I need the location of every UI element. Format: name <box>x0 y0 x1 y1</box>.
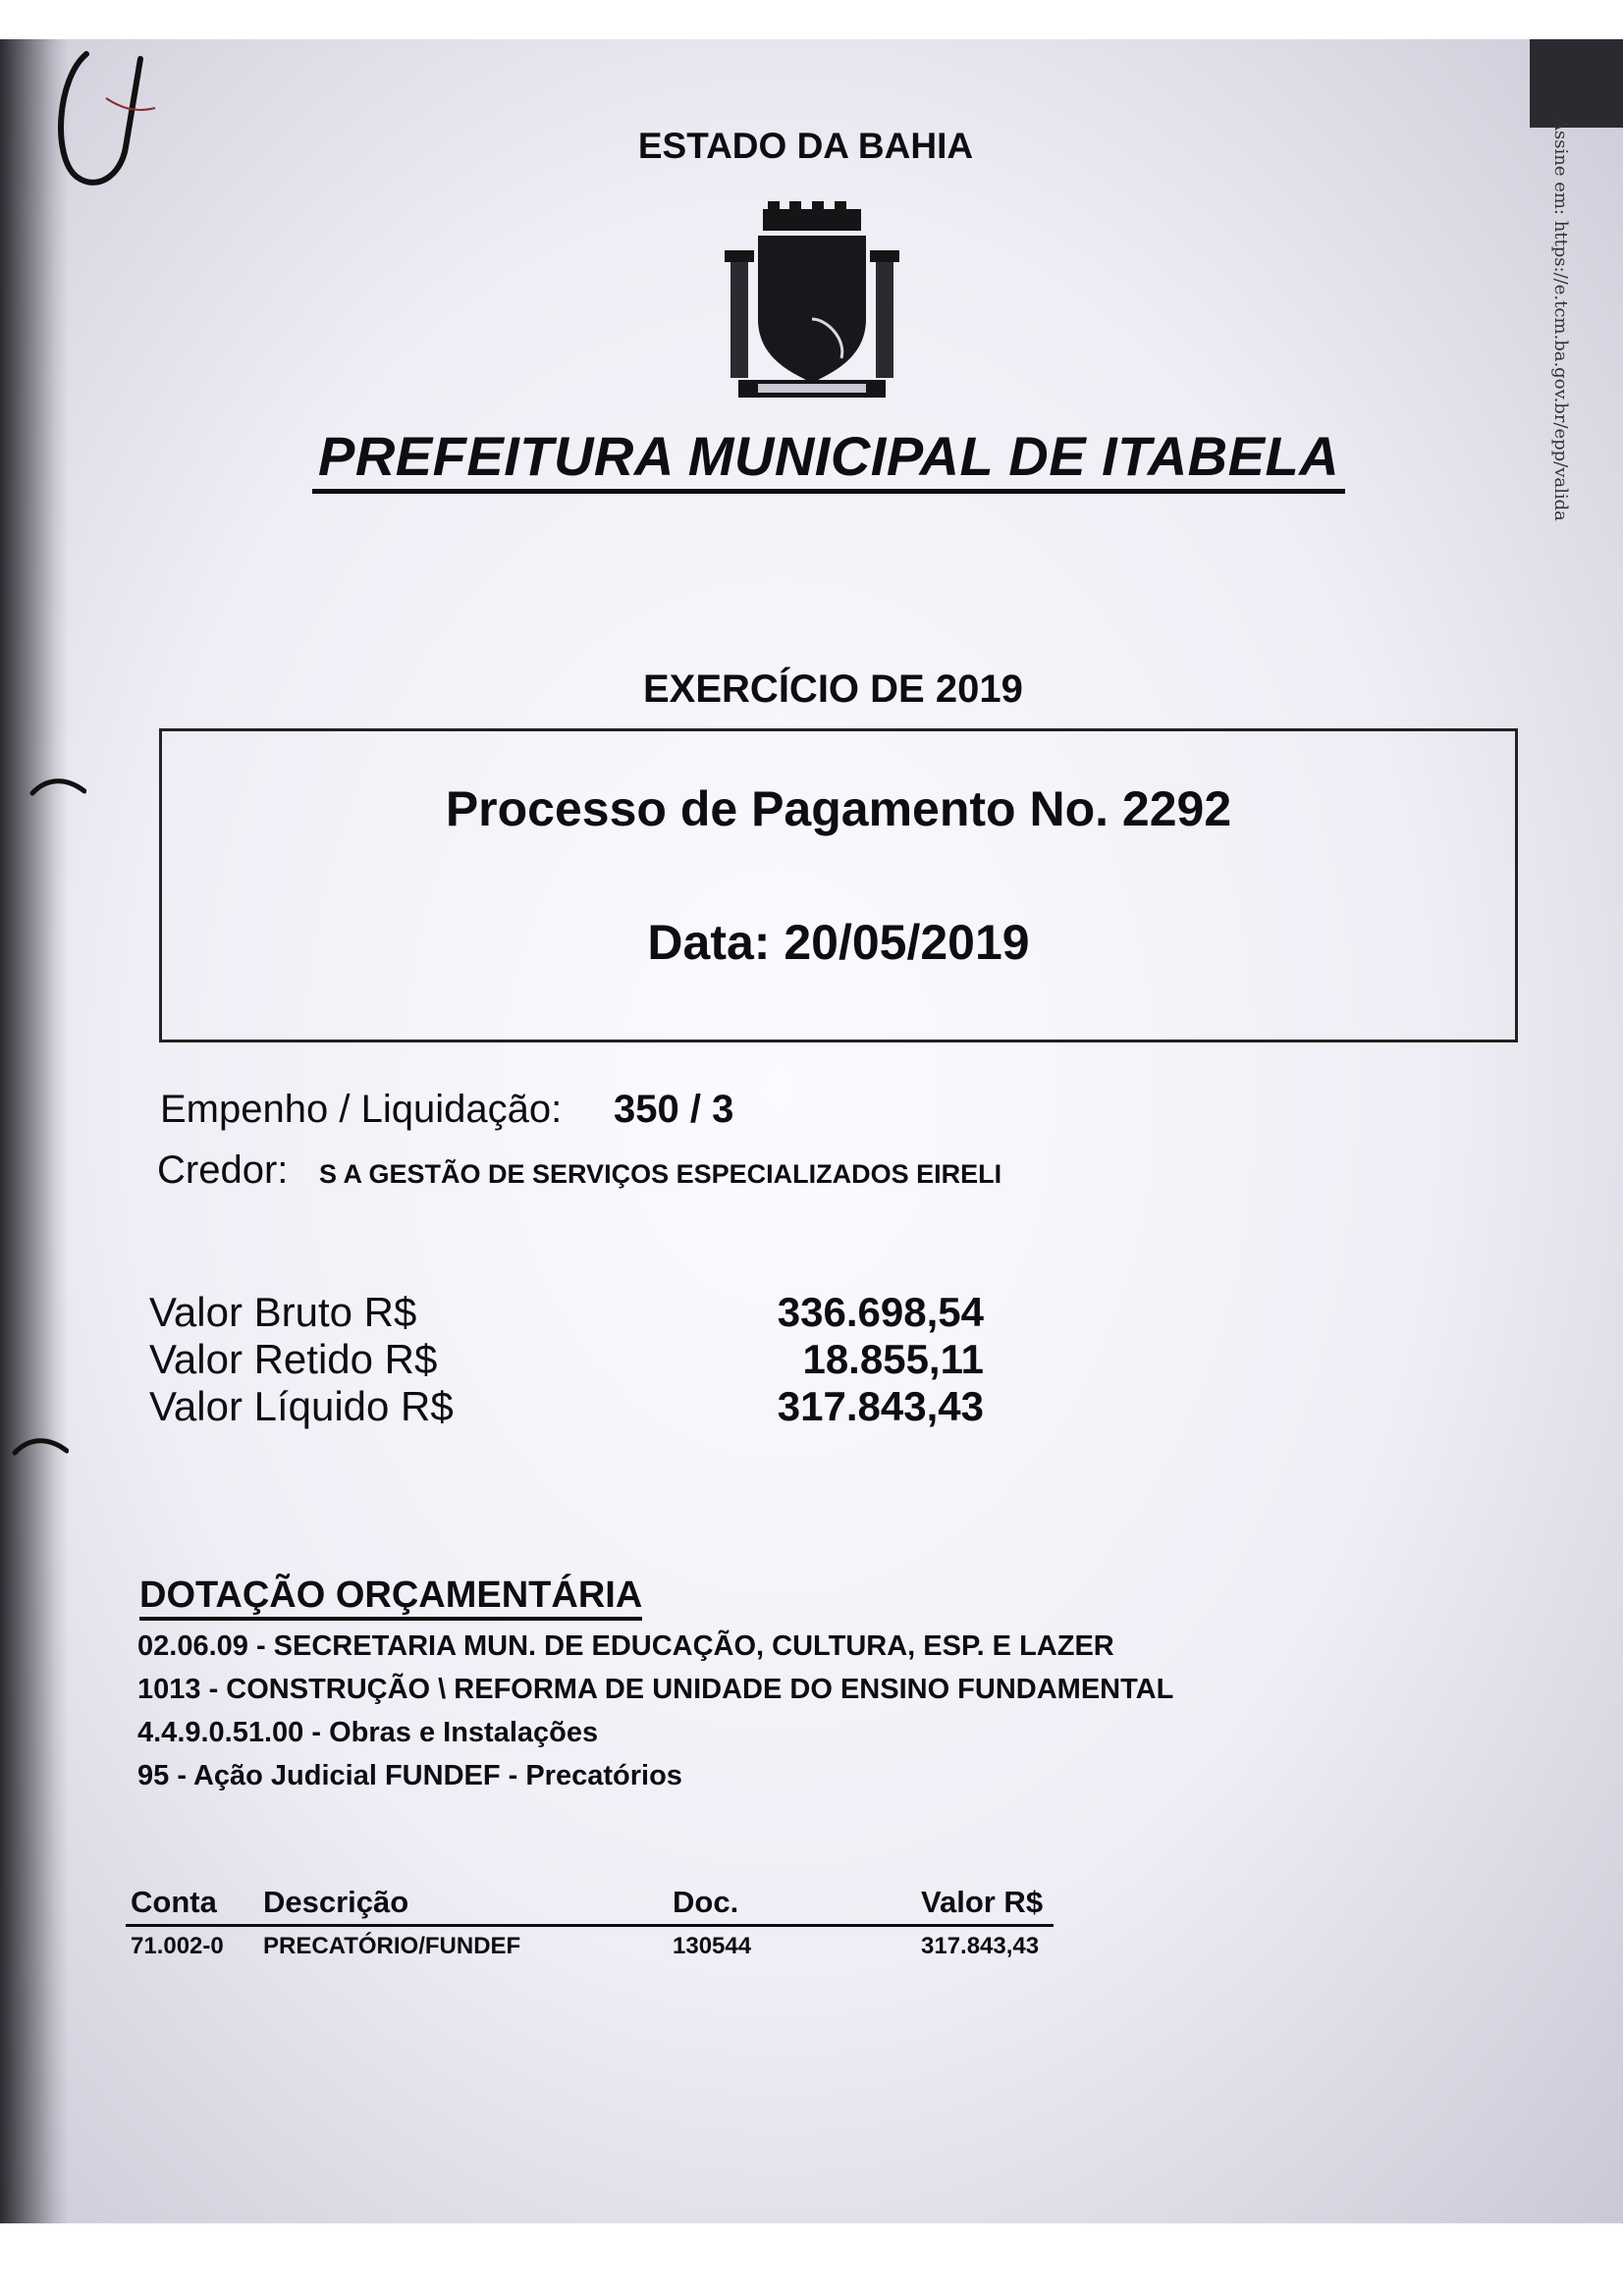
table-header <box>126 1875 1054 1927</box>
dotacao-line: 95 - Ação Judicial FUNDEF - Precatórios <box>137 1760 682 1791</box>
credor-value: S A GESTÃO DE SERVIÇOS ESPECIALIZADOS EIRELI <box>319 1159 1002 1189</box>
value-amount: 317.843,43 <box>777 1383 984 1429</box>
value-label: Valor Retido R$ <box>149 1336 438 1382</box>
process-box <box>159 728 1518 1042</box>
punch-hole-mark-top <box>27 775 86 797</box>
cell-doc: 130544 <box>673 1933 752 1959</box>
value-amount: 18.855,11 <box>802 1336 984 1382</box>
dotacao-lines <box>137 1625 1173 1797</box>
fiscal-year: EXERCÍCIO DE 2019 <box>643 667 1023 711</box>
dotacao-line: 02.06.09 - SECRETARIA MUN. DE EDUCAÇÃO, CULTURA, ESP. E LAZER <box>137 1630 1114 1662</box>
paper-clip-icon <box>47 39 165 196</box>
header-descricao: Descrição <box>263 1885 409 1919</box>
punch-hole-mark-bottom <box>10 1435 69 1457</box>
dotacao-line: 1013 - CONSTRUÇÃO \ REFORMA DE UNIDADE DO ENSINO FUNDAMENTAL <box>137 1674 1174 1705</box>
state-heading: ESTADO DA BAHIA <box>637 126 974 166</box>
dotacao-line: 4.4.9.0.51.00 - Obras e Instalações <box>137 1717 599 1748</box>
cell-descricao: PRECATÓRIO/FUNDEF <box>263 1933 521 1959</box>
empenho-value: 350 / 3 <box>614 1088 734 1131</box>
payment-table <box>126 1875 1054 1966</box>
side-verification-url: Assine em: https://e.tcm.ba.gov.br/epp/valida <box>1550 118 1571 521</box>
header-valor: Valor R$ <box>921 1885 1044 1919</box>
corner-shadow <box>1530 39 1623 128</box>
left-shadow <box>0 39 69 2223</box>
value-label: Valor Bruto R$ <box>149 1289 417 1335</box>
header-doc: Doc. <box>673 1885 739 1919</box>
empenho-label: Empenho / Liquidação: <box>160 1088 563 1131</box>
process-date: Data: 20/05/2019 <box>647 915 1030 970</box>
header-conta: Conta <box>131 1885 217 1919</box>
value-amount: 336.698,54 <box>777 1289 984 1335</box>
municipality-title: PREFEITURA MUNICIPAL DE ITABELA <box>312 424 1345 494</box>
table-row <box>126 1927 1054 1966</box>
value-label: Valor Líquido R$ <box>149 1383 454 1429</box>
process-title: Processo de Pagamento No. 2292 <box>445 781 1232 836</box>
cell-conta: 71.002-0 <box>131 1933 224 1959</box>
cell-valor: 317.843,43 <box>921 1933 1040 1959</box>
dotacao-title: DOTAÇÃO ORÇAMENTÁRIA <box>139 1574 642 1621</box>
credor-label: Credor: <box>157 1148 289 1192</box>
coat-of-arms-icon <box>719 201 905 402</box>
